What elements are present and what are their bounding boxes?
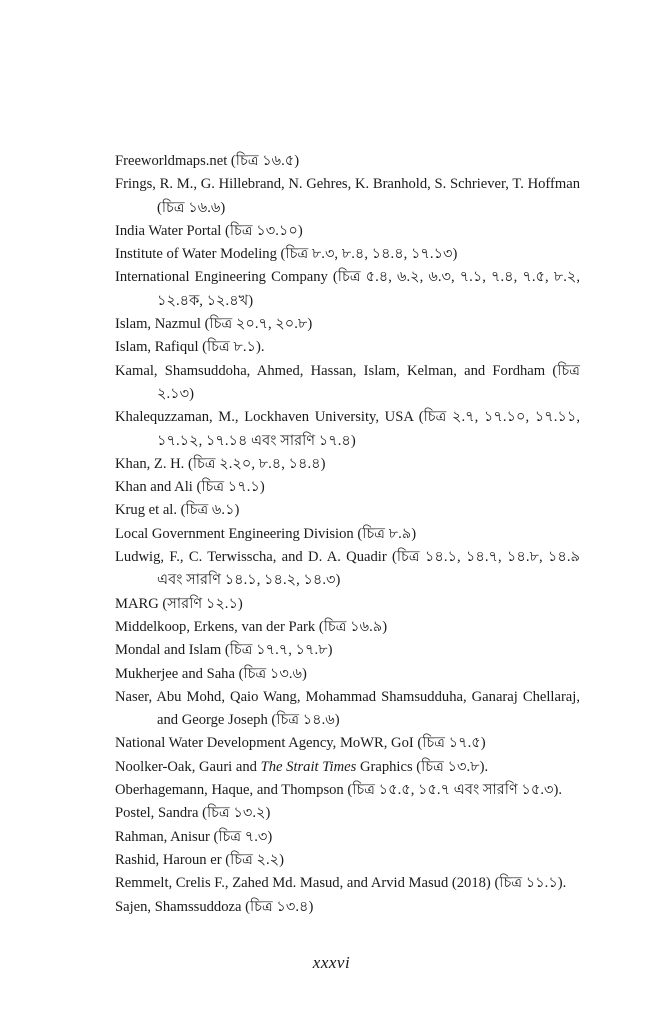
list-item: Khalequzzaman, M., Lockhaven University, USA (চিত্র ২.৭, ১৭.১০, ১৭.১১, ১৭.১২, ১৭.১৪ এবং সারণি ১৭.৪): [115, 409, 580, 449]
list-item: Oberhagemann, Haque, and Thompson (চিত্র ১৫.৫, ১৫.৭ এবং সারণি ১৫.৩).: [115, 782, 563, 799]
list-item: Postel, Sandra (চিত্র ১৩.২): [115, 805, 271, 822]
list-item: [115, 756, 580, 779]
entry-italic-title: The Strait Times: [260, 758, 357, 775]
list-item: Rashid, Haroun er (চিত্র ২.২): [115, 851, 285, 868]
credits-list: [115, 150, 580, 919]
list-item: Institute of Water Modeling (চিত্র ৮.৩, ৮.৪, ১৪.৪, ১৭.১৩): [115, 246, 458, 263]
list-item: International Engineering Company (চিত্র ৫.৪, ৬.২, ৬.৩, ৭.১, ৭.৪, ৭.৫, ৮.২, ১২.৪ক, ১২.৪খ): [115, 269, 580, 309]
list-item: Remmelt, Crelis F., Zahed Md. Masud, and Arvid Masud (2018) (চিত্র ১১.১).: [115, 875, 567, 892]
list-item: Islam, Rafiqul (চিত্র ৮.১).: [115, 339, 265, 356]
list-item: Kamal, Shamsuddoha, Ahmed, Hassan, Islam, Kelman, and Fordham (চিত্র ২.১৩): [115, 362, 580, 402]
list-item: Middelkoop, Erkens, van der Park (চিত্র ১৬.৯): [115, 618, 388, 635]
list-item: National Water Development Agency, MoWR, GoI (চিত্র ১৭.৫): [115, 735, 486, 752]
list-item: Islam, Nazmul (চিত্র ২০.৭, ২০.৮): [115, 316, 313, 333]
list-item: Mukherjee and Saha (চিত্র ১৩.৬): [115, 665, 307, 682]
list-item: Sajen, Shamssuddoza (চিত্র ১৩.৪): [115, 898, 314, 915]
list-item: Krug et al. (চিত্র ৬.১): [115, 502, 240, 519]
list-item: MARG (সারণি ১২.১): [115, 595, 243, 612]
entry-text-before: Noolker-Oak, Gauri and: [115, 758, 261, 775]
list-item: Naser, Abu Mohd, Qaio Wang, Mohammad Shamsudduha, Ganaraj Chellaraj, and George Joseph (চিত্র ১৪.৬): [115, 688, 580, 729]
list-item: Ludwig, F., C. Terwisscha, and D. A. Quadir (চিত্র ১৪.১, ১৪.৭, ১৪.৮, ১৪.৯ এবং সারণি ১৪.১, ১৪.২, ১৪.৩): [115, 549, 580, 589]
list-item: Local Government Engineering Division (চিত্র ৮.৯): [115, 525, 417, 542]
page-number: xxxvi: [312, 953, 351, 972]
list-item: India Water Portal (চিত্র ১৩.১০): [115, 222, 303, 239]
list-item: Khan, Z. H. (চিত্র ২.২০, ৮.৪, ১৪.৪): [115, 455, 326, 472]
list-item: Frings, R. M., G. Hillebrand, N. Gehres, K. Branhold, S. Schriever, T. Hoffman (চিত্র ১৬.৬): [115, 176, 580, 216]
list-item: Mondal and Islam (চিত্র ১৭.৭, ১৭.৮): [115, 642, 333, 659]
list-item: Freeworldmaps.net (চিত্র ১৬.৫): [115, 153, 300, 169]
list-item: Khan and Ali (চিত্র ১৭.১): [115, 479, 265, 496]
list-item: Rahman, Anisur (চিত্র ৭.৩): [115, 828, 273, 845]
entry-text-after: Graphics (চিত্র ১৩.৮).: [356, 758, 489, 775]
